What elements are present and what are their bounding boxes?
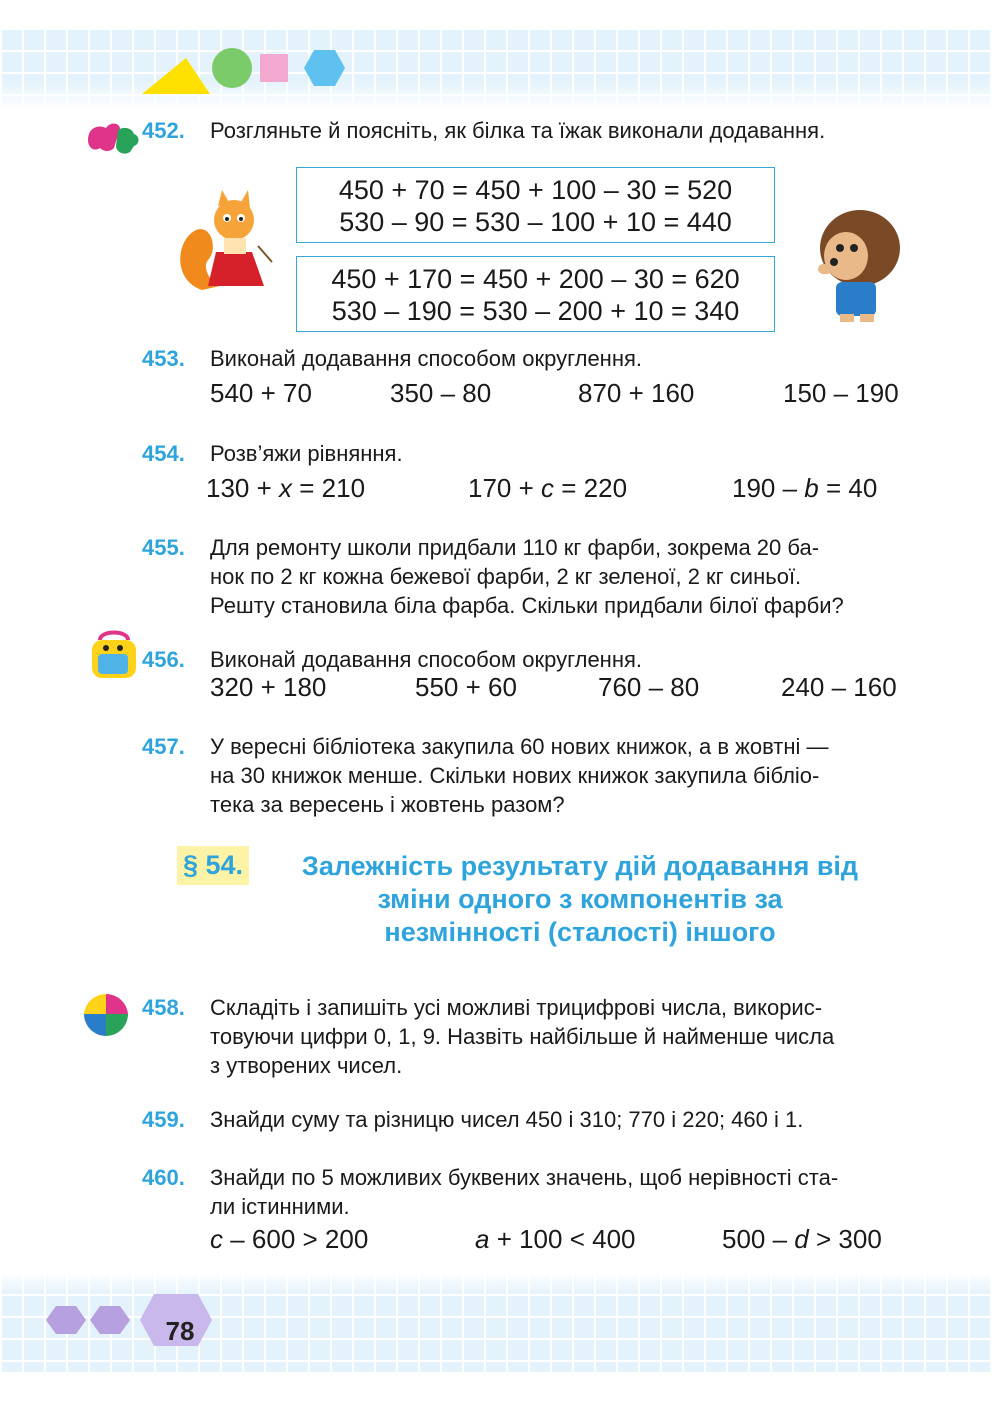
- eq2-variable: c: [541, 473, 555, 503]
- hexagon-small-icon: [46, 1306, 86, 1334]
- hedgehog-illustration: [804, 204, 904, 324]
- task-457-number: 457.: [142, 734, 185, 759]
- eq3-variable: b: [804, 473, 819, 503]
- section-title-line-2: зміни одного з компонентів за: [377, 884, 783, 914]
- page-number: 78: [165, 1316, 195, 1346]
- section-title-line-1: Залежність результату дій додавання від: [301, 851, 859, 881]
- task-459-number: 459.: [142, 1107, 185, 1132]
- section-title: [260, 850, 900, 949]
- task-457-line-2: на 30 книжок менше. Скільки нових книжок закупила бібліо-: [210, 763, 820, 788]
- shapes-decoration: [140, 44, 350, 96]
- eq2-left: 170 +: [468, 473, 542, 503]
- hedgehog-example-box: [296, 256, 775, 332]
- task-457-line-3: тека за вересень і жовтень разом?: [210, 792, 565, 817]
- eq1-left: 130 +: [206, 473, 280, 503]
- task-458-line-2: товуючи цифри 0, 1, 9. Назвіть найбільше й найменше числа: [210, 1024, 835, 1049]
- eq1-right: = 210: [292, 473, 366, 503]
- ineq3-rest: > 300: [808, 1224, 882, 1254]
- squirrel-example-box: [296, 167, 775, 243]
- ineq2-rest: + 100 < 400: [489, 1224, 636, 1254]
- puzzle-ball-icon: [78, 990, 134, 1040]
- eq1-variable: x: [279, 473, 293, 503]
- ineq3-variable: d: [794, 1224, 809, 1254]
- eq3-right: = 40: [818, 473, 878, 503]
- task-456-expr-2: 550 + 60: [415, 672, 517, 702]
- task-455-line-2: нок по 2 кг кожна бежевої фарби, 2 кг зеленої, 2 кг синьої.: [210, 564, 802, 589]
- task-454-equation-2: [468, 473, 627, 504]
- task-454-equation-1: [206, 473, 365, 504]
- box1-line1: 450 + 70 = 450 + 100 – 30 = 520: [338, 175, 733, 205]
- box1-line2: 530 – 90 = 530 – 100 + 10 = 440: [339, 207, 732, 237]
- backpack-icon: [86, 628, 142, 680]
- ineq3-left: 500 –: [722, 1224, 795, 1254]
- task-460-inequality-1: [210, 1224, 368, 1255]
- task-456-expr-4: 240 – 160: [781, 672, 897, 702]
- task-456-number: 456.: [142, 647, 185, 672]
- circle-icon: [212, 48, 252, 88]
- hexagon-small-icon: [90, 1306, 130, 1334]
- task-454-text: Розв’яжи рівняння.: [210, 441, 403, 466]
- ineq1-rest: – 600 > 200: [223, 1224, 369, 1254]
- task-455-line-3: Решту становила біла фарба. Скільки придбали білої фарби?: [210, 593, 844, 618]
- task-456-text: Виконай додавання способом округлення.: [210, 647, 643, 672]
- square-icon: [260, 54, 288, 82]
- task-453-number: 453.: [142, 346, 185, 371]
- task-454-number: 454.: [142, 441, 185, 466]
- eq3-left: 190 –: [732, 473, 805, 503]
- ineq2-variable: a: [475, 1224, 490, 1254]
- task-460-inequality-2: [475, 1224, 636, 1255]
- task-456-expr-3: 760 – 80: [598, 672, 700, 702]
- task-457-text: [210, 732, 910, 819]
- squirrel-illustration: [172, 190, 282, 300]
- task-455-text: [210, 533, 910, 620]
- task-458-text: [210, 993, 910, 1080]
- task-453-expr-1: 540 + 70: [210, 378, 312, 408]
- task-454-equation-3: [732, 473, 877, 504]
- task-455-number: 455.: [142, 535, 185, 560]
- hexagon-icon: [304, 50, 345, 86]
- task-456-expr-1: 320 + 180: [210, 672, 327, 702]
- task-452-number: 452.: [142, 118, 185, 143]
- task-452-text: Розгляньте й поясніть, як білка та їжак виконали додавання.: [210, 118, 826, 143]
- task-460-number: 460.: [142, 1165, 185, 1190]
- box2-line1: 450 + 170 = 450 + 200 – 30 = 620: [331, 264, 740, 294]
- task-453-expr-4: 150 – 190: [783, 378, 899, 408]
- task-460-text: [210, 1163, 910, 1221]
- task-455-line-1: Для ремонту школи придбали 110 кг фарби, зокрема 20 ба-: [210, 535, 820, 560]
- task-458-line-3: з утворених чисел.: [210, 1053, 403, 1078]
- task-460-line-2: ли істинними.: [210, 1194, 350, 1219]
- task-460-inequality-3: [722, 1224, 882, 1255]
- task-453-expr-3: 870 + 160: [578, 378, 695, 408]
- section-title-line-3: незмінності (сталості) іншого: [384, 917, 776, 947]
- puzzle-icon: [84, 118, 142, 160]
- task-458-number: 458.: [142, 995, 185, 1020]
- box2-line2: 530 – 190 = 530 – 200 + 10 = 340: [331, 296, 740, 326]
- task-453-expr-2: 350 – 80: [390, 378, 492, 408]
- section-number: § 54.: [177, 846, 249, 885]
- task-459-text: Знайди суму та різницю чисел 450 і 310; 770 і 220; 460 і 1.: [210, 1107, 804, 1132]
- task-458-line-1: Складіть і запишіть усі можливі трицифрові числа, викорис-: [210, 995, 823, 1020]
- eq2-right: = 220: [554, 473, 628, 503]
- ineq1-variable: c: [210, 1224, 223, 1254]
- task-457-line-1: У вересні бібліотека закупила 60 нових книжок, а в жовтні —: [210, 734, 829, 759]
- task-453-text: Виконай додавання способом округлення.: [210, 346, 643, 371]
- task-460-line-1: Знайди по 5 можливих буквених значень, щоб нерівності ста-: [210, 1165, 839, 1190]
- triangle-icon: [142, 58, 210, 94]
